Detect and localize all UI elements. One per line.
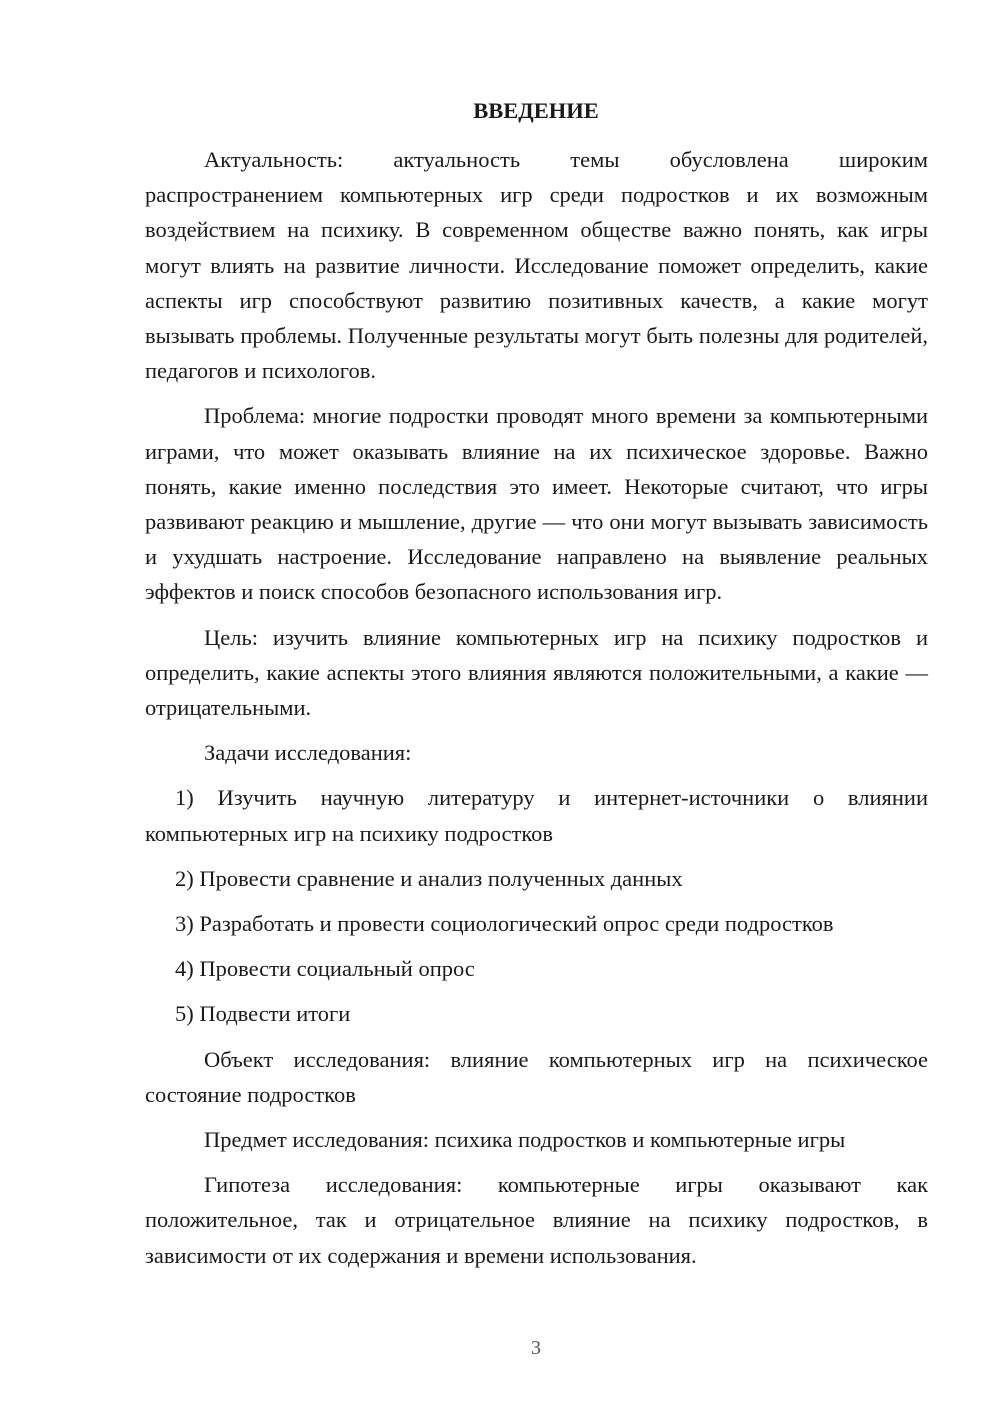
task-item-1: 1) Изучить научную литературу и интернет-источники о влиянии компьютерных игр на психику подростков <box>145 785 928 846</box>
section-heading: ВВЕДЕНИЕ <box>473 98 599 123</box>
tasks-heading: Задачи исследования: <box>204 740 412 766</box>
task-item-4: 4) Провести социальный опрос <box>175 956 475 982</box>
task-item-2: 2) Провести сравнение и анализ полученных данных <box>175 865 683 891</box>
page-number: 3 <box>531 1337 541 1359</box>
document-body <box>145 142 928 1283</box>
goal-paragraph: Цель: изучить влияние компьютерных игр на психику подростков и определить, какие аспекты этого влияния являются положительными, а какие — отрицательными. <box>145 624 928 721</box>
object-paragraph: Объект исследования: влияние компьютерных игр на психическое состояние подростков <box>145 1046 928 1107</box>
hypothesis-paragraph: Гипотеза исследования: компьютерные игры оказывают как положительное, так и отрицательное влияние на психику подростков, в зависимости от их содержания и времени использования. <box>145 1172 928 1268</box>
relevance-paragraph: Актуальность: актуальность темы обусловлена широким распространением компьютерных игр среди подростков и их возможным воздействием на психику. В современном обществе важно понять, как игры могут влиять на развитие личности. Исследование поможет определить, какие аспекты игр способствуют развитию позитивных качеств, а какие могут вызывать проблемы. Полученные результаты могут быть полезны для родителей, педагогов и психологов. <box>145 147 928 384</box>
task-item-3: 3) Разработать и провести социологический опрос среди подростков <box>175 911 834 937</box>
task-item-5: 5) Подвести итоги <box>175 1001 351 1027</box>
problem-paragraph: Проблема: многие подростки проводят много времени за компьютерными играми, что может оказывать влияние на их психическое здоровье. Важно понять, какие именно последствия это имеет. Некоторые считают, что игры развивают реакцию и мышление, другие — что они могут вызывать зависимость и ухудшать настроение. Исследование направлено на выявление реальных эффектов и поиск способов безопасного использования игр. <box>145 403 928 605</box>
subject-paragraph: Предмет исследования: психика подростков и компьютерные игры <box>204 1127 846 1153</box>
